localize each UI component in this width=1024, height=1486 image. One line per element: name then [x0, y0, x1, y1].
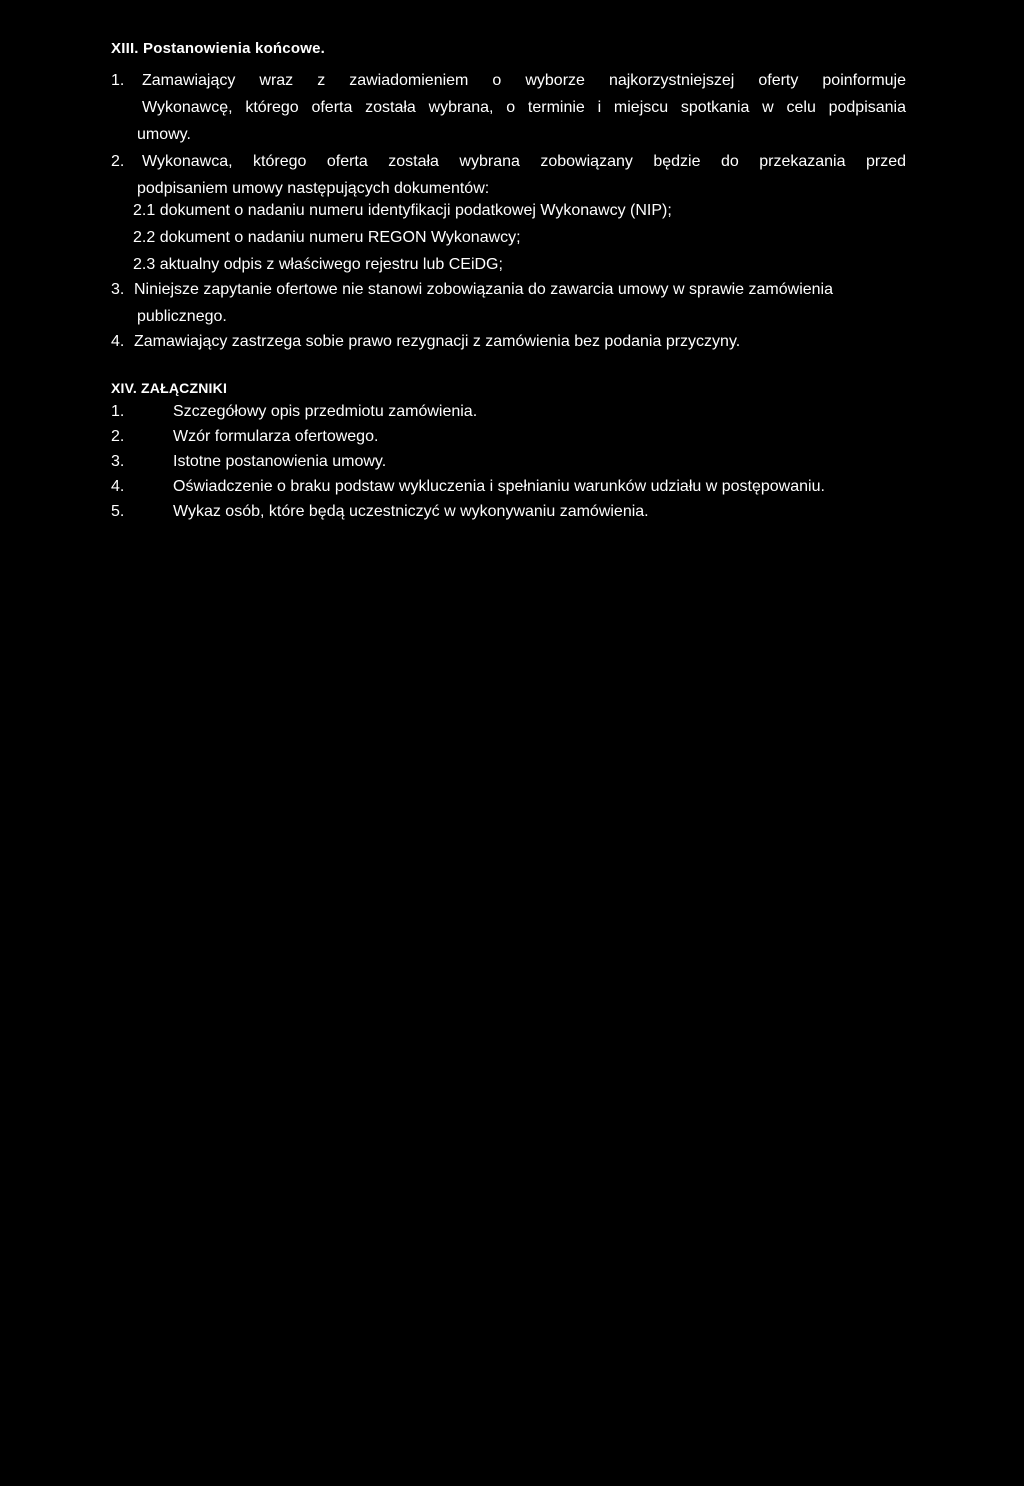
item-3-line-1: Niniejsze zapytanie ofertowe nie stanowi zobowiązania do zawarcia umowy w sprawie zamówienia: [134, 281, 834, 298]
item-1-line-1: Zamawiający wraz z zawiadomieniem o wyborze najkorzystniejszej oferty poinformuje: [142, 72, 906, 89]
attachment-3-number: 3.: [111, 453, 125, 470]
item-1-number: 1.: [111, 72, 125, 89]
attachment-1-number: 1.: [111, 403, 125, 420]
item-4-number: 4.: [111, 333, 125, 350]
attachment-1-text: Szczegółowy opis przedmiotu zamówienia.: [173, 403, 478, 420]
item-2-number: 2.: [111, 153, 125, 170]
item-1-line-2: Wykonawcę, którego oferta została wybrana, o terminie i miejscu spotkania w celu podpisania: [142, 99, 906, 116]
attachment-2-number: 2.: [111, 428, 125, 445]
attachment-2-text: Wzór formularza ofertowego.: [173, 428, 379, 445]
item-2-line-1: Wykonawca, którego oferta została wybrana zobowiązany będzie do przekazania przed: [142, 153, 906, 170]
item-2-sub-2: 2.2 dokument o nadaniu numeru REGON Wykonawcy;: [133, 229, 521, 246]
section-14-heading: XIV. ZAŁĄCZNIKI: [111, 380, 228, 396]
attachment-3-text: Istotne postanowienia umowy.: [173, 453, 387, 470]
attachment-5-number: 5.: [111, 503, 125, 520]
item-3-line-2: publicznego.: [137, 308, 227, 325]
item-4-line-1: Zamawiający zastrzega sobie prawo rezygnacji z zamówienia bez podania przyczyny.: [134, 333, 741, 350]
item-2-sub-1: 2.1 dokument o nadaniu numeru identyfikacji podatkowej Wykonawcy (NIP);: [133, 202, 672, 219]
attachment-4-text: Oświadczenie o braku podstaw wykluczenia i spełnianiu warunków udziału w postępowaniu.: [173, 478, 825, 495]
item-1-line-3: umowy.: [137, 126, 191, 143]
section-13-heading: XIII. Postanowienia końcowe.: [111, 40, 325, 57]
item-3-number: 3.: [111, 281, 125, 298]
attachment-5-text: Wykaz osób, które będą uczestniczyć w wykonywaniu zamówienia.: [173, 503, 649, 520]
item-2-sub-3: 2.3 aktualny odpis z właściwego rejestru lub CEiDG;: [133, 256, 503, 273]
item-2-line-2: podpisaniem umowy następujących dokumentów:: [137, 180, 490, 197]
attachment-4-number: 4.: [111, 478, 125, 495]
